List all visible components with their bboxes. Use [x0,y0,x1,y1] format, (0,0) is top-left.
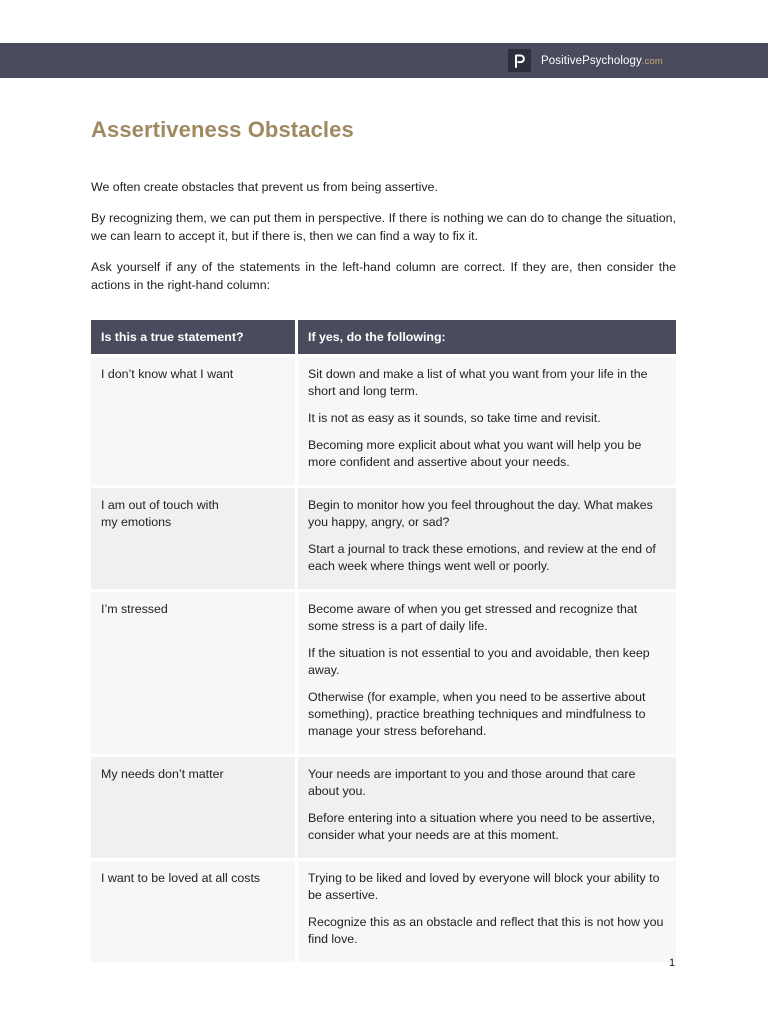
statement-cell: My needs don’t matter [91,754,298,858]
action-paragraph: Trying to be liked and loved by everyone will block your ability to be assertive. [308,871,660,902]
column-header-actions: If yes, do the following: [298,320,676,354]
table-header-row [91,320,676,354]
intro-text [91,178,676,307]
actions-cell [298,858,676,962]
brand[interactable] [508,49,663,72]
action-paragraph: If the situation is not essential to you and avoidable, then keep away. [308,646,650,677]
statement-cell: I want to be loved at all costs [91,858,298,962]
column-header-statement: Is this a true statement? [91,320,298,354]
action-paragraph: It is not as easy as it sounds, so take time and revisit. [308,411,601,425]
action-paragraph: Recognize this as an obstacle and reflect that this is not how you find love. [308,915,664,946]
page-number: 1 [669,957,676,969]
action-paragraph: Sit down and make a list of what you want from your life in the short and long term. [308,367,648,398]
action-paragraph: Start a journal to track these emotions, and review at the end of each week where things went well or poorly. [308,542,656,573]
page-title: Assertiveness Obstacles [91,117,354,142]
table-row [91,485,676,589]
statement-cell: I don’t know what I want [91,354,298,485]
table-row [91,858,676,962]
action-paragraph: Becoming more explicit about what you want will help you be more confident and assertive about your needs. [308,438,642,469]
action-paragraph: Become aware of when you get stressed and recognize that some stress is a part of daily life. [308,602,638,633]
statement-cell: I’m stressed [91,589,298,754]
actions-cell [298,354,676,485]
action-paragraph: Begin to monitor how you feel throughout the day. What makes you happy, angry, or sad? [308,498,653,529]
obstacles-table [91,320,676,962]
table-row [91,354,676,485]
action-paragraph: Otherwise (for example, when you need to be assertive about something), practice breathing techniques and mindfulness to manage your stress beforehand. [308,690,646,738]
intro-paragraph: Ask yourself if any of the statements in the left-hand column are correct. If they are, then consider the actions in the right-hand column: [91,260,676,292]
table-body [91,354,676,962]
table-row [91,754,676,858]
positive-psychology-logo-icon [508,49,531,72]
actions-cell [298,485,676,589]
action-paragraph: Your needs are important to you and those around that care about you. [308,767,636,798]
header-bar [0,43,768,78]
actions-cell [298,589,676,754]
brand-tld: .com [641,55,663,67]
action-paragraph: Before entering into a situation where you need to be assertive, consider what your needs are at this moment. [308,811,656,842]
brand-name: PositivePsychology.com [541,54,663,67]
actions-cell [298,754,676,858]
intro-paragraph: We often create obstacles that prevent us from being assertive. [91,180,438,194]
statement-cell: I am out of touch with my emotions [91,485,298,589]
table-row [91,589,676,754]
intro-paragraph: By recognizing them, we can put them in perspective. If there is nothing we can do to change the situation, we can learn to accept it, but if there is, then we can find a way to fix it. [91,211,676,243]
